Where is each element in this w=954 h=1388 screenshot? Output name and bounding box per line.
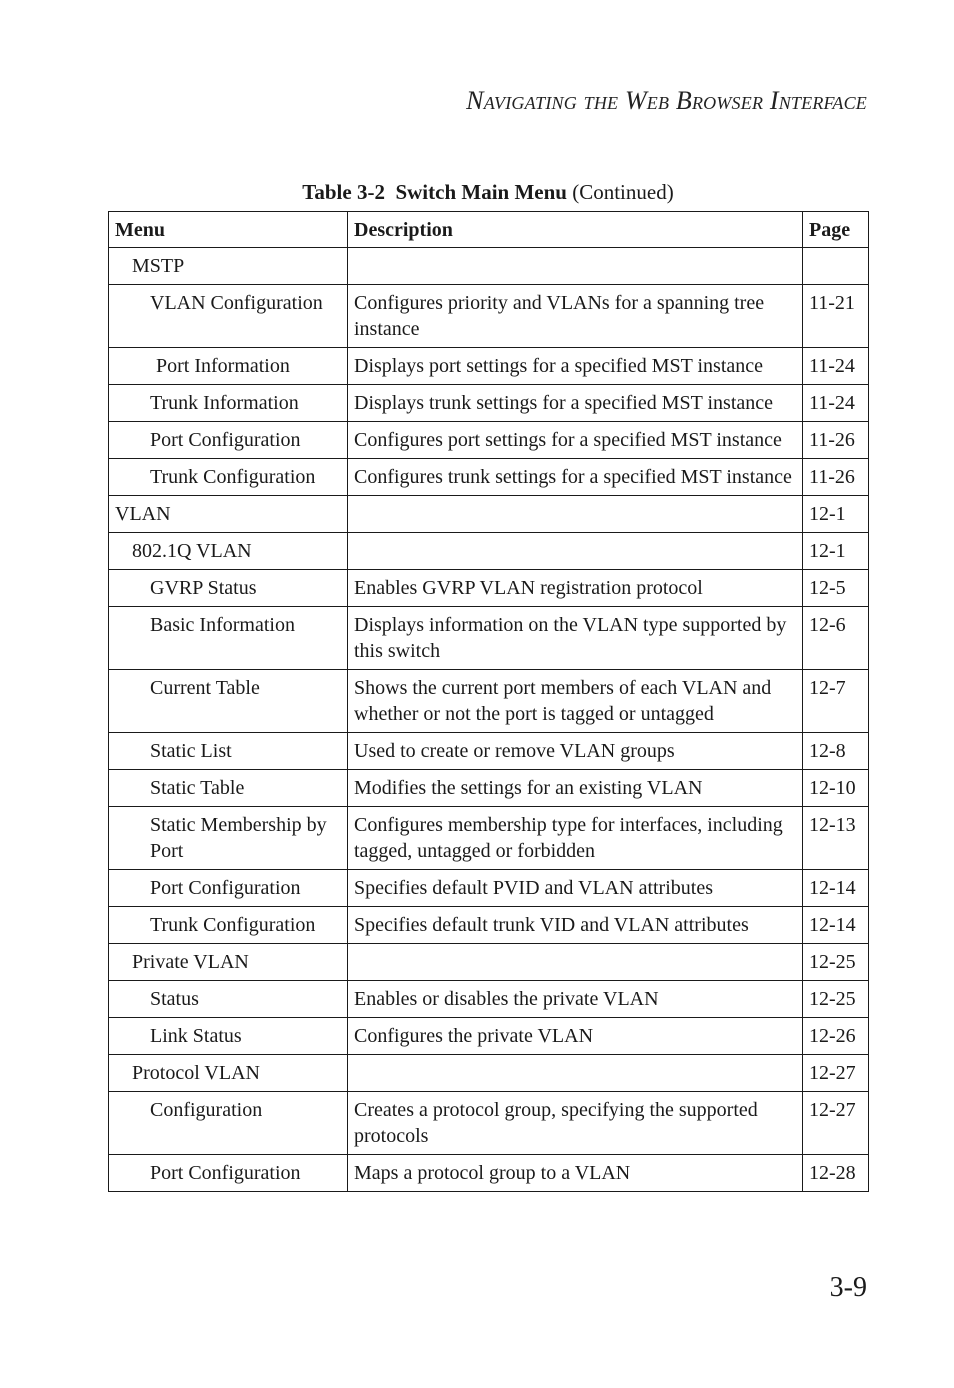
menu-item-label: Basic Information xyxy=(150,614,295,636)
table-row xyxy=(109,1155,869,1192)
menu-item-label: Trunk Configuration xyxy=(150,466,316,488)
page-cell: 11-24 xyxy=(803,348,869,385)
description-cell: Configures membership type for interfaces, including tagged, untagged or forbidden xyxy=(348,807,803,870)
menu-item-label: Trunk Configuration xyxy=(150,914,316,936)
switch-main-menu-table xyxy=(108,211,869,1192)
menu-cell xyxy=(109,733,348,770)
page-cell: 12-14 xyxy=(803,907,869,944)
running-header: Navigating the Web Browser Interface xyxy=(466,86,867,115)
menu-item-label: GVRP Status xyxy=(150,577,257,599)
table-row xyxy=(109,1055,869,1092)
table-caption xyxy=(108,178,868,206)
description-cell: Configures the private VLAN xyxy=(348,1018,803,1055)
menu-cell xyxy=(109,807,348,870)
description-cell: Configures port settings for a specified MST instance xyxy=(348,422,803,459)
page-cell: 12-27 xyxy=(803,1092,869,1155)
menu-cell xyxy=(109,981,348,1018)
table-row xyxy=(109,1092,869,1155)
page-cell: 11-26 xyxy=(803,422,869,459)
page-cell: 12-25 xyxy=(803,944,869,981)
menu-item-label: Port Configuration xyxy=(150,1162,301,1184)
page-cell: 12-14 xyxy=(803,870,869,907)
table-row xyxy=(109,807,869,870)
table-row xyxy=(109,907,869,944)
table-row xyxy=(109,248,869,285)
description-cell: Enables GVRP VLAN registration protocol xyxy=(348,570,803,607)
menu-item-label: Trunk Information xyxy=(150,392,299,414)
table-caption-label: Table 3-2 xyxy=(302,180,385,204)
menu-cell xyxy=(109,385,348,422)
menu-item-label: 802.1Q VLAN xyxy=(132,540,252,562)
table-row xyxy=(109,1018,869,1055)
menu-cell xyxy=(109,1155,348,1192)
page-cell: 12-1 xyxy=(803,496,869,533)
menu-item-label: Port Information xyxy=(156,355,290,377)
menu-cell xyxy=(109,944,348,981)
page-cell xyxy=(803,248,869,285)
table-body xyxy=(109,248,869,1192)
page-cell: 12-10 xyxy=(803,770,869,807)
page-cell: 12-26 xyxy=(803,1018,869,1055)
page-cell: 12-13 xyxy=(803,807,869,870)
table-row xyxy=(109,870,869,907)
column-header-menu: Menu xyxy=(109,212,348,248)
description-cell: Specifies default PVID and VLAN attributes xyxy=(348,870,803,907)
menu-cell xyxy=(109,570,348,607)
page-cell: 11-26 xyxy=(803,459,869,496)
table-row xyxy=(109,422,869,459)
menu-cell xyxy=(109,422,348,459)
description-cell: Displays information on the VLAN type supported by this switch xyxy=(348,607,803,670)
description-cell: Specifies default trunk VID and VLAN attributes xyxy=(348,907,803,944)
menu-item-label: Current Table xyxy=(150,677,260,699)
table-row xyxy=(109,733,869,770)
table-row xyxy=(109,496,869,533)
column-header-description: Description xyxy=(348,212,803,248)
table-row xyxy=(109,285,869,348)
menu-cell xyxy=(109,1092,348,1155)
table-caption-title: Switch Main Menu xyxy=(395,180,567,204)
page-cell: 12-25 xyxy=(803,981,869,1018)
menu-cell xyxy=(109,533,348,570)
menu-item-label: Configuration xyxy=(150,1099,263,1121)
menu-item-label: Private VLAN xyxy=(132,951,249,973)
menu-item-label: Static Table xyxy=(150,777,245,799)
menu-item-label: VLAN xyxy=(115,503,171,525)
page-number: 3-9 xyxy=(829,1272,867,1303)
table-row xyxy=(109,385,869,422)
table-header-row xyxy=(109,212,869,248)
menu-cell xyxy=(109,870,348,907)
menu-item-label: Static Membership by Port xyxy=(150,814,327,862)
menu-item-label: Protocol VLAN xyxy=(132,1062,260,1084)
description-cell: Configures priority and VLANs for a spanning tree instance xyxy=(348,285,803,348)
table-row xyxy=(109,459,869,496)
table-caption-suffix: (Continued) xyxy=(572,180,674,204)
description-cell: Configures trunk settings for a specified MST instance xyxy=(348,459,803,496)
description-cell: Enables or disables the private VLAN xyxy=(348,981,803,1018)
menu-cell xyxy=(109,459,348,496)
page-cell: 12-28 xyxy=(803,1155,869,1192)
menu-cell xyxy=(109,496,348,533)
page-cell: 12-8 xyxy=(803,733,869,770)
description-cell: Modifies the settings for an existing VLAN xyxy=(348,770,803,807)
description-cell: Displays port settings for a specified MST instance xyxy=(348,348,803,385)
menu-cell xyxy=(109,1055,348,1092)
menu-item-label: MSTP xyxy=(132,255,185,277)
menu-cell xyxy=(109,1018,348,1055)
menu-cell xyxy=(109,907,348,944)
description-cell: Shows the current port members of each VLAN and whether or not the port is tagged or untagged xyxy=(348,670,803,733)
description-cell: Displays trunk settings for a specified MST instance xyxy=(348,385,803,422)
table-row xyxy=(109,944,869,981)
page-cell: 11-24 xyxy=(803,385,869,422)
menu-cell xyxy=(109,285,348,348)
description-cell: Maps a protocol group to a VLAN xyxy=(348,1155,803,1192)
description-cell xyxy=(348,248,803,285)
menu-item-label: Port Configuration xyxy=(150,877,301,899)
menu-item-label: Link Status xyxy=(150,1025,242,1047)
page-cell: 12-1 xyxy=(803,533,869,570)
menu-cell xyxy=(109,348,348,385)
table-row xyxy=(109,670,869,733)
page-cell: 12-27 xyxy=(803,1055,869,1092)
menu-item-label: Static List xyxy=(150,740,232,762)
description-cell: Creates a protocol group, specifying the supported protocols xyxy=(348,1092,803,1155)
table-row xyxy=(109,770,869,807)
menu-cell xyxy=(109,670,348,733)
menu-item-label: VLAN Configuration xyxy=(150,292,323,314)
page-cell: 12-7 xyxy=(803,670,869,733)
menu-cell xyxy=(109,770,348,807)
description-cell xyxy=(348,533,803,570)
page-cell: 12-5 xyxy=(803,570,869,607)
column-header-page: Page xyxy=(803,212,869,248)
table-row xyxy=(109,533,869,570)
table-row xyxy=(109,981,869,1018)
menu-item-label: Status xyxy=(150,988,199,1010)
description-cell xyxy=(348,1055,803,1092)
page-cell: 11-21 xyxy=(803,285,869,348)
description-cell xyxy=(348,496,803,533)
table-row xyxy=(109,607,869,670)
description-cell: Used to create or remove VLAN groups xyxy=(348,733,803,770)
description-cell xyxy=(348,944,803,981)
menu-item-label: Port Configuration xyxy=(150,429,301,451)
menu-cell xyxy=(109,248,348,285)
menu-cell xyxy=(109,607,348,670)
page-cell: 12-6 xyxy=(803,607,869,670)
table-row xyxy=(109,348,869,385)
table-row xyxy=(109,570,869,607)
